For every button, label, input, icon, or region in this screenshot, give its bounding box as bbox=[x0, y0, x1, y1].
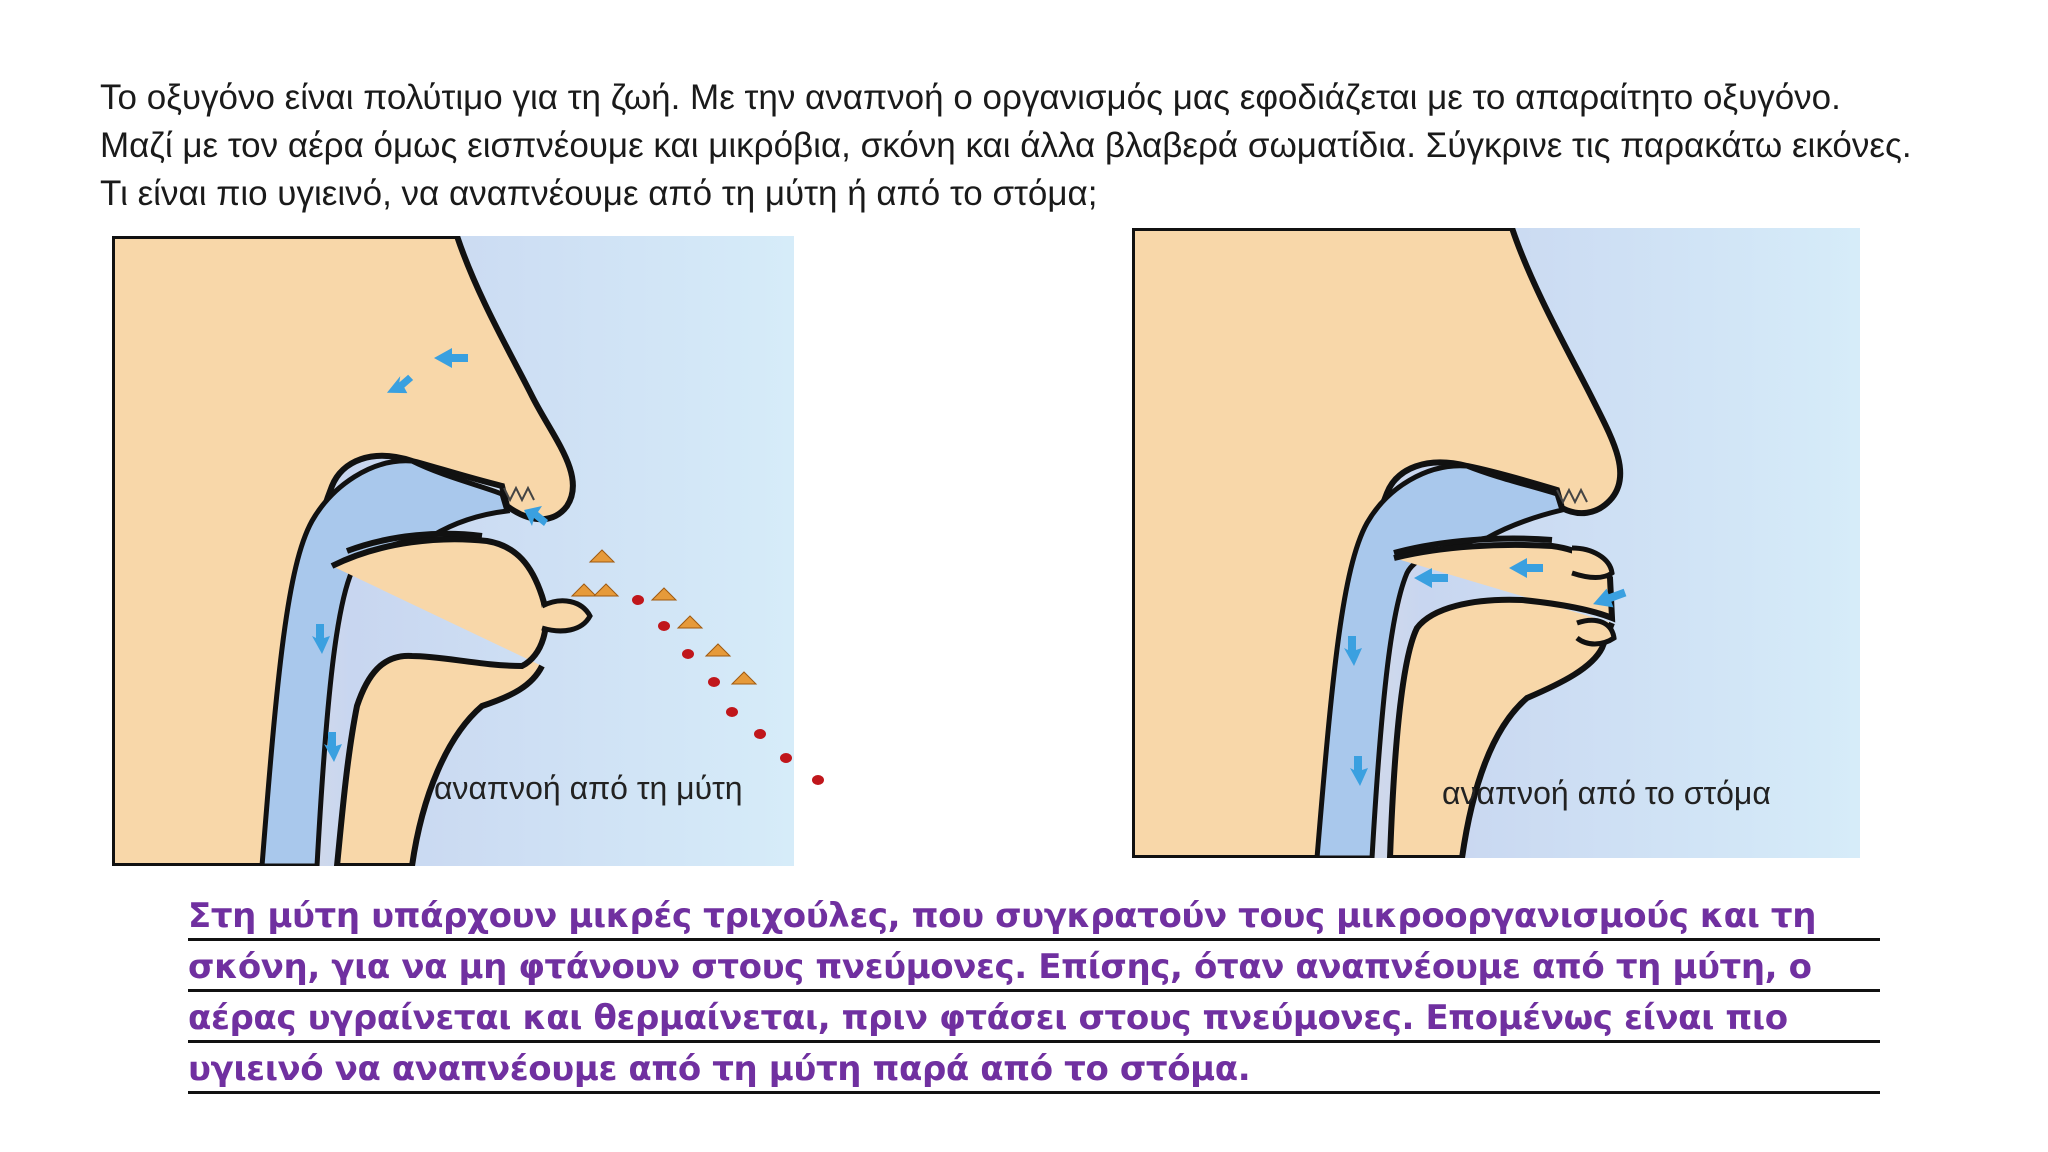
answer-line-2: σκόνη, για να μη φτάνουν στους πνεύμονες. Επίσης, όταν αναπνέουμε από τη μύτη, ο bbox=[188, 941, 1880, 992]
answer-line-1: Στη μύτη υπάρχουν μικρές τριχούλες, που συγκρατούν τους μικροοργανισμούς και τη bbox=[188, 890, 1880, 941]
caption-nose-breathing: αναπνοή από τη μύτη bbox=[434, 770, 743, 806]
lower-lip bbox=[1577, 620, 1614, 644]
answer-line-4: υγιεινό να αναπνέουμε από τη μύτη παρά από το στόμα. bbox=[188, 1043, 1880, 1094]
dust-and-microbes bbox=[560, 540, 840, 800]
answer-block bbox=[188, 890, 1880, 1094]
mouth-breathing-illustration bbox=[1132, 228, 1860, 858]
intro-paragraph: Το οξυγόνο είναι πολύτιμο για τη ζωή. Με την αναπνοή ο οργανισμός μας εφοδιάζεται με το απαραίτητο οξυγόνο. Μαζί με τον αέρα όμως εισπνέουμε και μικρόβια, σκόνη και άλλα βλαβερά σωματίδια. Σύγκρινε τις παρακάτω εικόνες. Τι είναι πιο υγιεινό, να αναπνέουμε από τη μύτη ή από το στόμα; bbox=[100, 78, 1912, 213]
caption-mouth-breathing: αναπνοή από το στόμα bbox=[1442, 775, 1771, 811]
mouth-head-cross-section bbox=[1132, 228, 1860, 858]
answer-line-3: αέρας υγραίνεται και θερμαίνεται, πριν φτάσει στους πνεύμονες. Επομένως είναι πιο bbox=[188, 992, 1880, 1043]
dust-particles bbox=[572, 550, 756, 684]
microbe-particles bbox=[632, 595, 824, 785]
